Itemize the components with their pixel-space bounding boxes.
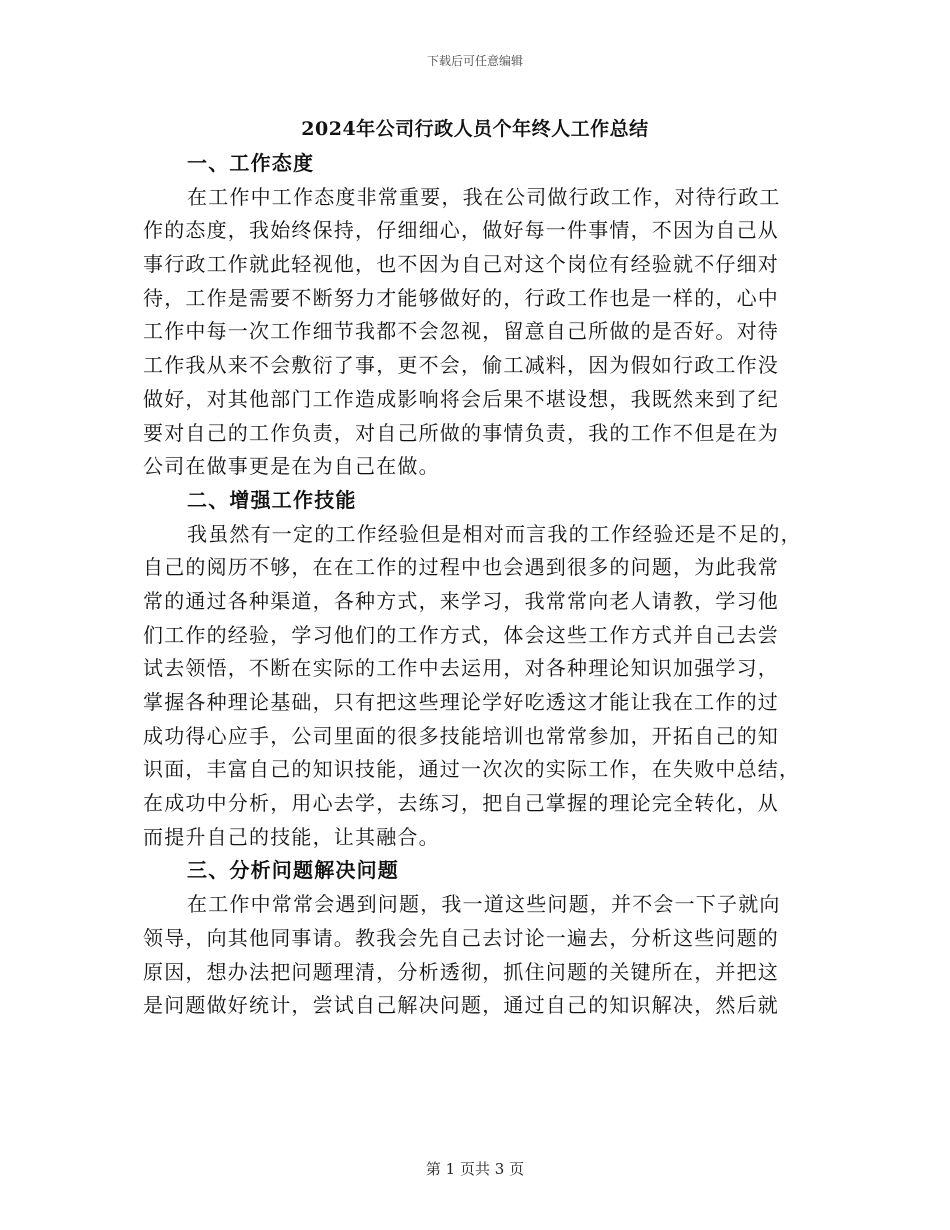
section-problem-solving	[143, 854, 811, 1022]
paragraph-line: 工作我从来不会敷衍了事，更不会，偷工减料，因为假如行政工作没	[143, 353, 779, 378]
paragraph-line: 而提升自己的技能，让其融合。	[143, 824, 440, 849]
paragraph-line: 做好，对其他部门工作造成影响将会后果不堪设想，我既然来到了纪	[143, 386, 779, 411]
paragraph-line: 要对自己的工作负责，对自己所做的事情负责，我的工作不但是在为	[143, 420, 779, 445]
paragraph-line: 是问题做好统计，尝试自己解决问题，通过自己的知识解决，然后就	[143, 993, 779, 1018]
paragraph-line: 我虽然有一定的工作经验但是相对而言我的工作经验还是不足的，	[187, 521, 802, 546]
paragraph-line: 常的通过各种渠道，各种方式，来学习，我常常向老人请教，学习他	[143, 588, 779, 613]
section-heading: 二、增强工作技能	[187, 487, 357, 512]
paragraph-line: 自己的阅历不够，在在工作的过程中也会遇到很多的问题，为此我常	[143, 555, 779, 580]
paragraph-line: 们工作的经验，学习他们的工作方式，体会这些工作方式并自己去尝	[143, 622, 779, 647]
paragraph-line: 原因，想办法把问题理清，分析透彻，抓住问题的关键所在，并把这	[143, 959, 779, 984]
section-heading: 三、分析问题解决问题	[187, 858, 399, 883]
paragraph-line: 识面，丰富自己的知识技能，通过一次次的实际工作，在失败中总结，	[143, 757, 801, 782]
paragraph-line: 在工作中常常会遇到问题，我一道这些问题，并不会一下子就向	[187, 892, 781, 917]
paragraph-line: 工作中每一次工作细节我都不会忽视，留意自己所做的是否好。对待	[143, 319, 779, 344]
paragraph-line: 在成功中分析，用心去学，去练习，把自己掌握的理论完全转化，从	[143, 791, 779, 816]
section-heading: 一、工作态度	[187, 151, 315, 175]
paragraph-line: 待，工作是需要不断努力才能够做好的，行政工作也是一样的，心中	[143, 285, 779, 310]
paragraph-line: 掌握各种理论基础，只有把这些理论学好吃透这才能让我在工作的过	[143, 690, 779, 714]
page-number-footer: 第 1 页共 3 页	[425, 1160, 525, 1178]
paragraph-line: 公司在做事更是在为自己在做。	[143, 454, 440, 479]
document-title: 2024年公司行政人员个年终人工作总结	[301, 118, 649, 140]
paragraph-line: 成功得心应手，公司里面的很多技能培训也常常参加，开拓自己的知	[143, 723, 779, 748]
paragraph-line: 作的态度，我始终保持，仔细细心，做好每一件事情，不因为自己从	[143, 218, 779, 243]
paragraph-line: 试去领悟，不断在实际的工作中去运用，对各种理论知识加强学习，	[143, 656, 779, 681]
section-work-skills	[143, 484, 811, 855]
document-body	[143, 147, 811, 1023]
paragraph-line: 事行政工作就此轻视他，也不因为自己对这个岗位有经验就不仔细对	[143, 252, 779, 277]
paragraph-line: 领导，向其他同事请。教我会先自己去讨论一遍去，分析这些问题的	[143, 925, 779, 950]
page-header-note: 下载后可任意编辑	[426, 54, 523, 68]
section-work-attitude	[143, 147, 811, 484]
paragraph-line: 在工作中工作态度非常重要，我在公司做行政工作，对待行政工	[187, 184, 781, 209]
